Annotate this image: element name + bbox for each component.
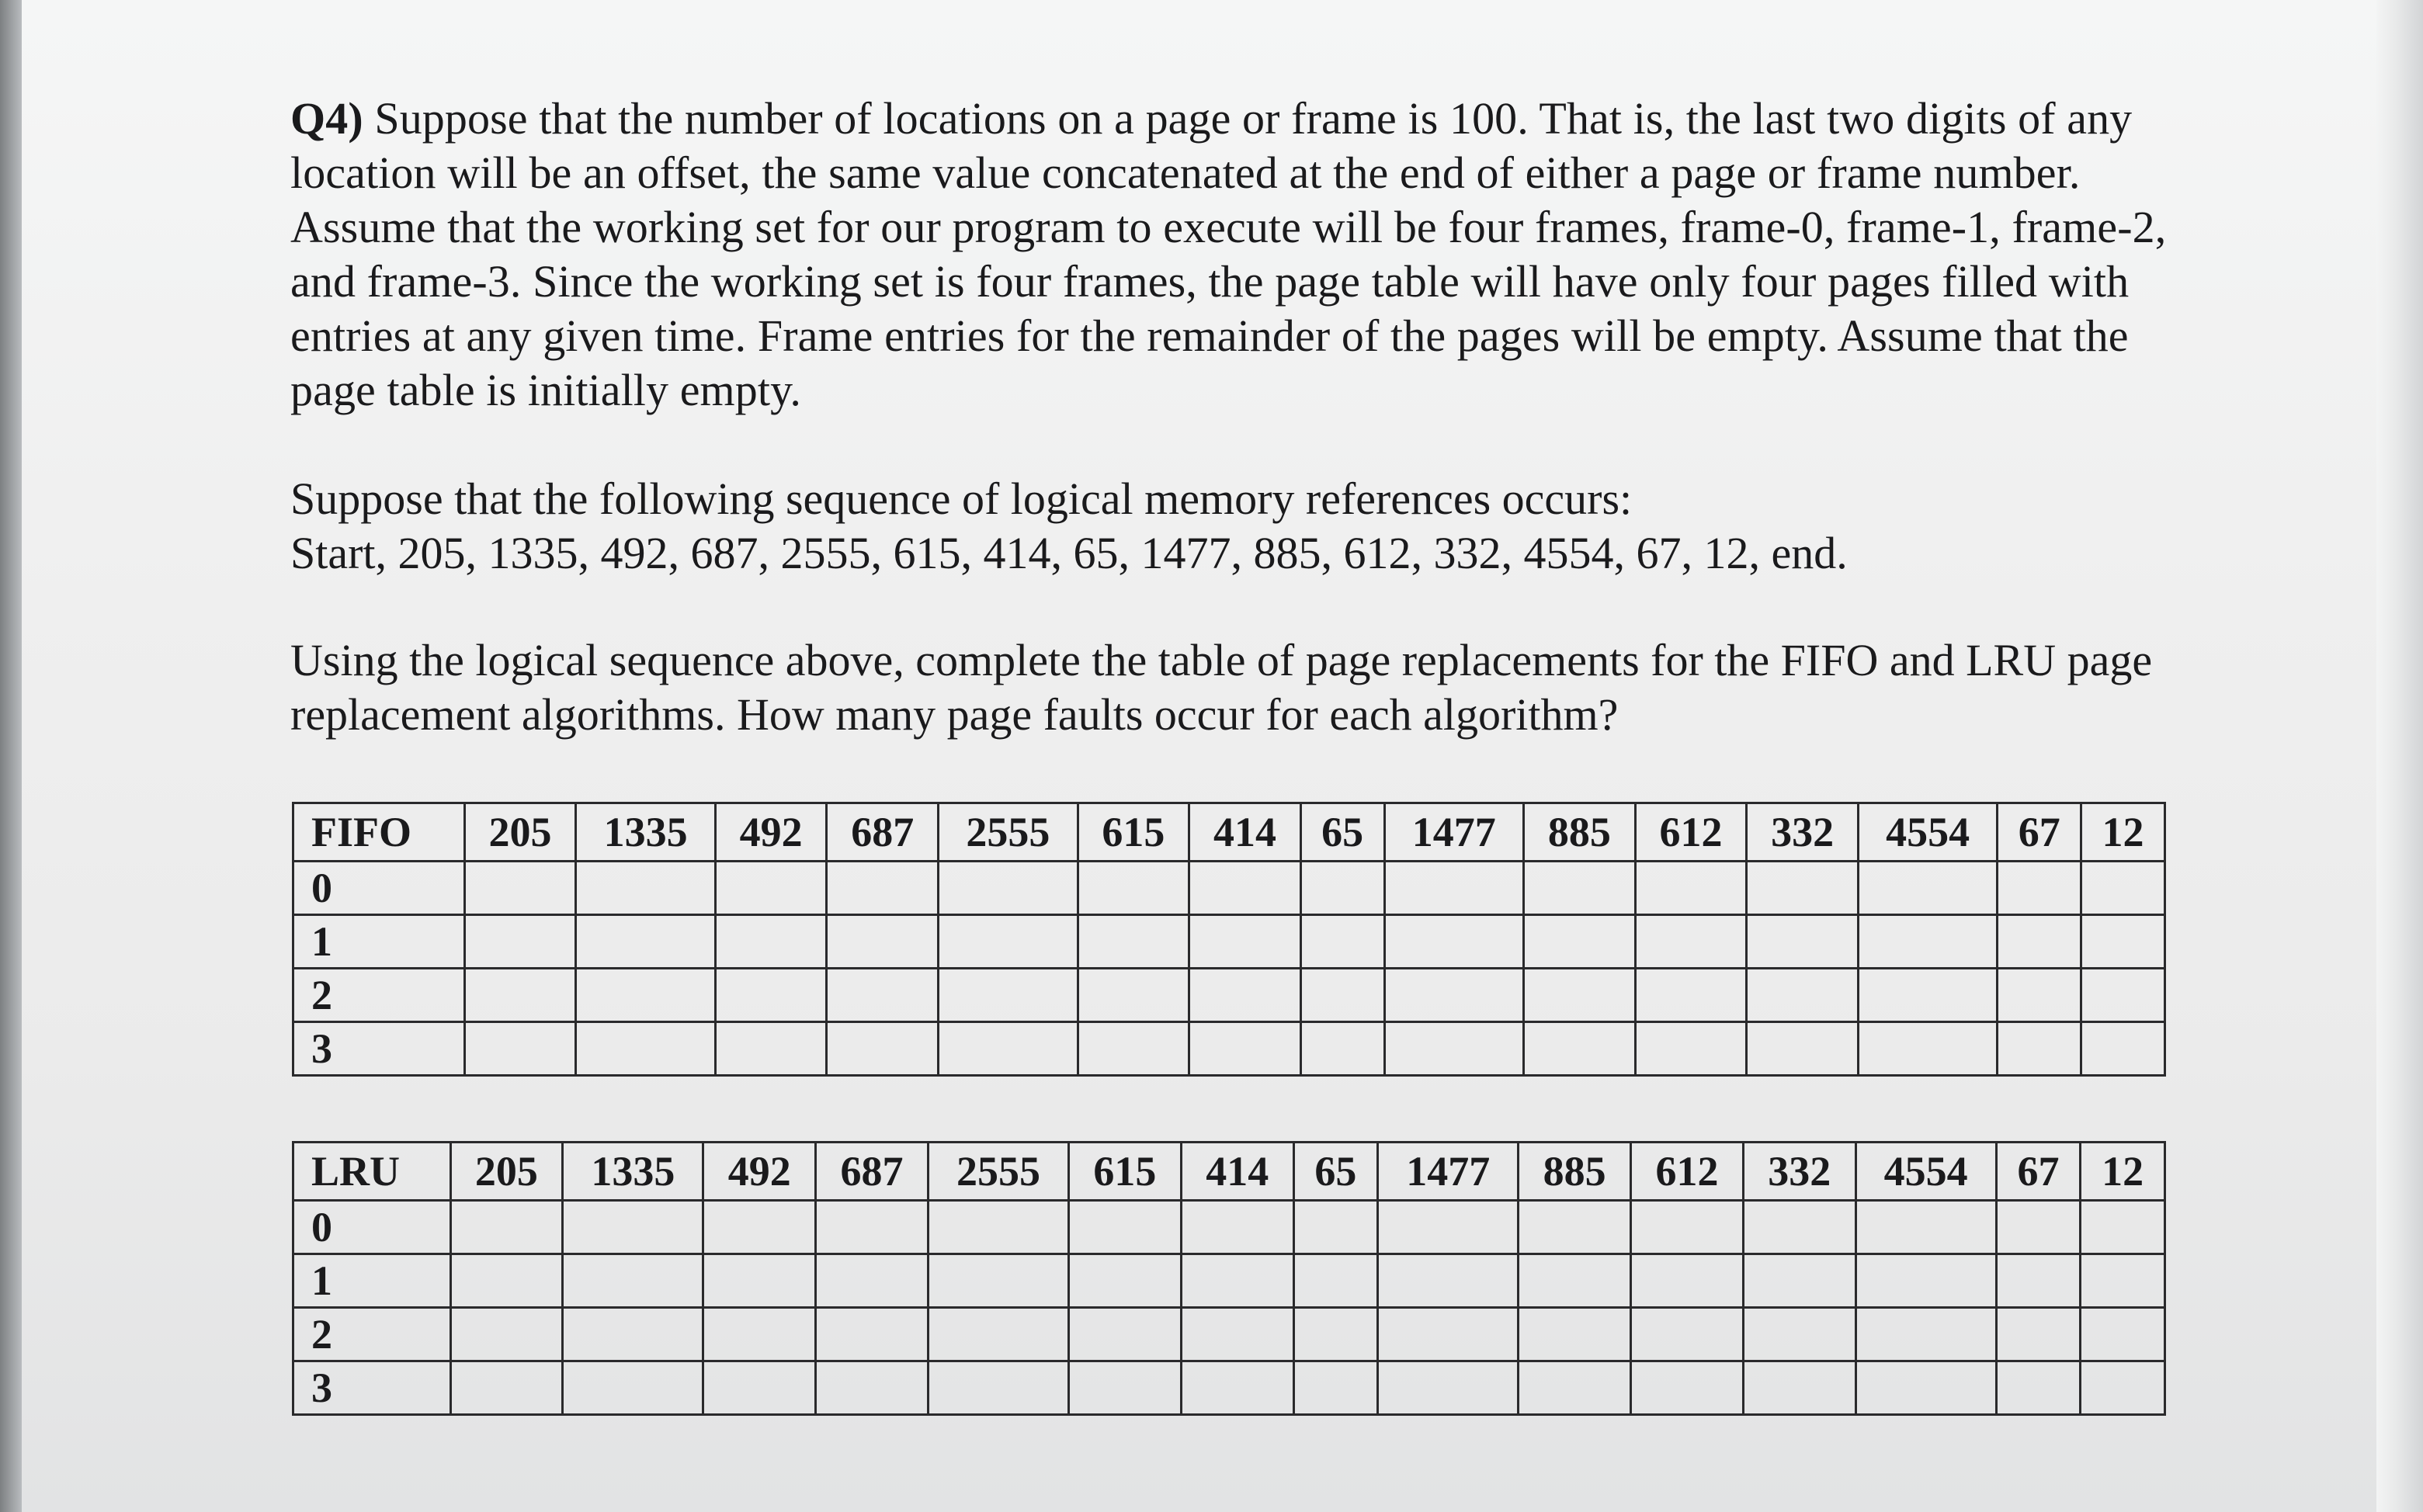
- lru-cell[interactable]: [1631, 1308, 1744, 1361]
- lru-ref-header: 67: [1996, 1143, 2081, 1201]
- lru-frame-label: 3: [293, 1361, 451, 1415]
- lru-cell[interactable]: [1519, 1308, 1631, 1361]
- fifo-frame-row: [293, 1022, 2165, 1076]
- fifo-cell[interactable]: [576, 969, 716, 1022]
- fifo-cell[interactable]: [1078, 969, 1189, 1022]
- fifo-ref-header: 1335: [576, 803, 716, 862]
- fifo-cell[interactable]: [939, 969, 1078, 1022]
- lru-table: [292, 1141, 2166, 1416]
- lru-cell[interactable]: [2081, 1308, 2165, 1361]
- fifo-ref-header: 885: [1524, 803, 1636, 862]
- fifo-cell[interactable]: [1747, 969, 1859, 1022]
- fifo-frame-row: [293, 969, 2165, 1022]
- fifo-cell[interactable]: [464, 915, 576, 969]
- fifo-cell[interactable]: [1300, 969, 1384, 1022]
- fifo-cell[interactable]: [1300, 862, 1384, 915]
- fifo-cell[interactable]: [1384, 969, 1524, 1022]
- fifo-frame-label: 2: [293, 969, 465, 1022]
- fifo-label: FIFO: [293, 803, 465, 862]
- lru-cell[interactable]: [1631, 1201, 1744, 1254]
- fifo-cell[interactable]: [1635, 862, 1747, 915]
- fifo-cell[interactable]: [827, 862, 939, 915]
- fifo-cell[interactable]: [715, 915, 827, 969]
- lru-ref-header: 615: [1068, 1143, 1181, 1201]
- lru-cell[interactable]: [1068, 1361, 1181, 1415]
- lru-cell[interactable]: [1181, 1201, 1293, 1254]
- lru-cell[interactable]: [1068, 1308, 1181, 1361]
- fifo-ref-header: 414: [1189, 803, 1301, 862]
- fifo-cell[interactable]: [1635, 969, 1747, 1022]
- fifo-header-row: [293, 803, 2165, 862]
- lru-ref-header: 2555: [928, 1143, 1068, 1201]
- fifo-cell[interactable]: [1524, 862, 1636, 915]
- question-text: Suppose that the number of locations on a page or frame is 100. That is, the last two digits of any location will be an offset, the same value concatenated at the end of either a page or frame number. Assume that the working set for our program to execute will be four frames, frame-0, frame-1, frame-2, and frame-3. Since the working set is four frames, the page table will have only four pages filled with entries at any given time. Frame entries for the remainder of the pages will be empty. Assume that the page table is initially empty.: [290, 93, 2167, 415]
- fifo-cell[interactable]: [2081, 862, 2165, 915]
- lru-ref-header: 885: [1519, 1143, 1631, 1201]
- lru-cell[interactable]: [563, 1254, 703, 1308]
- lru-cell[interactable]: [703, 1308, 816, 1361]
- fifo-cell[interactable]: [2081, 1022, 2165, 1076]
- fifo-cell[interactable]: [1635, 1022, 1747, 1076]
- lru-cell[interactable]: [703, 1201, 816, 1254]
- sequence-list: Start, 205, 1335, 492, 687, 2555, 615, 414, 65, 1477, 885, 612, 332, 4554, 67, 12, end.: [290, 528, 1848, 578]
- lru-cell[interactable]: [1378, 1308, 1519, 1361]
- lru-frame-row: [293, 1254, 2165, 1308]
- fifo-cell[interactable]: [1998, 1022, 2081, 1076]
- lru-cell[interactable]: [1855, 1308, 1996, 1361]
- lru-label: LRU: [293, 1143, 451, 1201]
- fifo-cell[interactable]: [939, 915, 1078, 969]
- lru-cell[interactable]: [1293, 1361, 1378, 1415]
- fifo-frame-label: 1: [293, 915, 465, 969]
- lru-frame-row: [293, 1361, 2165, 1415]
- lru-ref-header: 332: [1743, 1143, 1855, 1201]
- lru-cell[interactable]: [450, 1201, 563, 1254]
- lru-cell[interactable]: [1743, 1361, 1855, 1415]
- fifo-ref-header: 67: [1998, 803, 2081, 862]
- lru-cell[interactable]: [816, 1308, 929, 1361]
- lru-ref-header: 492: [703, 1143, 816, 1201]
- question-paragraph: [290, 92, 2185, 418]
- fifo-ref-header: 332: [1747, 803, 1859, 862]
- lru-cell[interactable]: [928, 1308, 1068, 1361]
- fifo-table: [292, 802, 2166, 1077]
- fifo-cell[interactable]: [2081, 915, 2165, 969]
- lru-cell[interactable]: [450, 1254, 563, 1308]
- fifo-cell[interactable]: [1189, 915, 1301, 969]
- lru-cell[interactable]: [1519, 1361, 1631, 1415]
- fifo-cell[interactable]: [1524, 1022, 1636, 1076]
- lru-ref-header: 65: [1293, 1143, 1378, 1201]
- fifo-ref-header: 615: [1078, 803, 1189, 862]
- fifo-cell[interactable]: [827, 969, 939, 1022]
- lru-cell[interactable]: [703, 1361, 816, 1415]
- fifo-cell[interactable]: [1998, 915, 2081, 969]
- fifo-cell[interactable]: [827, 1022, 939, 1076]
- fifo-cell[interactable]: [1998, 969, 2081, 1022]
- lru-cell[interactable]: [1743, 1254, 1855, 1308]
- fifo-cell[interactable]: [1189, 862, 1301, 915]
- lru-ref-header: 687: [816, 1143, 929, 1201]
- fifo-ref-header: 492: [715, 803, 827, 862]
- fifo-cell[interactable]: [1189, 969, 1301, 1022]
- fifo-cell[interactable]: [1858, 969, 1998, 1022]
- fifo-cell[interactable]: [1524, 915, 1636, 969]
- lru-frame-label: 2: [293, 1308, 451, 1361]
- fifo-frame-row: [293, 862, 2165, 915]
- lru-ref-header: 1335: [563, 1143, 703, 1201]
- fifo-cell[interactable]: [576, 1022, 716, 1076]
- question-number: Q4): [290, 93, 363, 144]
- lru-cell[interactable]: [1996, 1361, 2081, 1415]
- lru-cell[interactable]: [563, 1201, 703, 1254]
- lru-cell[interactable]: [1378, 1254, 1519, 1308]
- lru-cell[interactable]: [1743, 1201, 1855, 1254]
- lru-cell[interactable]: [1181, 1361, 1293, 1415]
- lru-cell[interactable]: [2081, 1254, 2165, 1308]
- lru-cell[interactable]: [1293, 1308, 1378, 1361]
- fifo-cell[interactable]: [464, 862, 576, 915]
- lru-cell[interactable]: [1855, 1361, 1996, 1415]
- question-content: [290, 92, 2185, 1411]
- fifo-cell[interactable]: [1078, 862, 1189, 915]
- lru-cell[interactable]: [816, 1361, 929, 1415]
- lru-ref-header: 205: [450, 1143, 563, 1201]
- lru-frame-label: 0: [293, 1201, 451, 1254]
- fifo-cell[interactable]: [1747, 862, 1859, 915]
- fifo-ref-header: 612: [1635, 803, 1747, 862]
- lru-cell[interactable]: [928, 1361, 1068, 1415]
- lru-ref-header: 1477: [1378, 1143, 1519, 1201]
- lru-ref-header: 12: [2081, 1143, 2165, 1201]
- fifo-cell[interactable]: [715, 969, 827, 1022]
- fifo-cell[interactable]: [939, 862, 1078, 915]
- fifo-ref-header: 12: [2081, 803, 2165, 862]
- sequence-paragraph: [290, 472, 2185, 581]
- fifo-cell[interactable]: [1524, 969, 1636, 1022]
- fifo-cell[interactable]: [715, 1022, 827, 1076]
- lru-cell[interactable]: [1181, 1254, 1293, 1308]
- fifo-cell[interactable]: [1635, 915, 1747, 969]
- background-edge-left: [0, 0, 22, 1512]
- fifo-cell[interactable]: [1078, 1022, 1189, 1076]
- lru-cell[interactable]: [1996, 1201, 2081, 1254]
- lru-cell[interactable]: [1293, 1201, 1378, 1254]
- fifo-cell[interactable]: [1998, 862, 2081, 915]
- fifo-cell[interactable]: [939, 1022, 1078, 1076]
- fifo-ref-header: 65: [1300, 803, 1384, 862]
- lru-ref-header: 414: [1181, 1143, 1293, 1201]
- lru-cell[interactable]: [450, 1361, 563, 1415]
- fifo-cell[interactable]: [1300, 1022, 1384, 1076]
- lru-frame-row: [293, 1308, 2165, 1361]
- fifo-ref-header: 687: [827, 803, 939, 862]
- lru-cell[interactable]: [1378, 1201, 1519, 1254]
- lru-cell[interactable]: [1068, 1201, 1181, 1254]
- fifo-cell[interactable]: [576, 862, 716, 915]
- fifo-frame-label: 3: [293, 1022, 465, 1076]
- lru-cell[interactable]: [703, 1254, 816, 1308]
- fifo-cell[interactable]: [1858, 862, 1998, 915]
- lru-cell[interactable]: [563, 1361, 703, 1415]
- fifo-frame-row: [293, 915, 2165, 969]
- lru-cell[interactable]: [1631, 1361, 1744, 1415]
- fifo-cell[interactable]: [827, 915, 939, 969]
- lru-frame-label: 1: [293, 1254, 451, 1308]
- background-edge-right: [2376, 0, 2423, 1512]
- fifo-cell[interactable]: [464, 969, 576, 1022]
- fifo-cell[interactable]: [1858, 915, 1998, 969]
- lru-cell[interactable]: [1855, 1201, 1996, 1254]
- fifo-frame-label: 0: [293, 862, 465, 915]
- lru-header-row: [293, 1143, 2165, 1201]
- fifo-cell[interactable]: [1078, 915, 1189, 969]
- lru-cell[interactable]: [1743, 1308, 1855, 1361]
- lru-cell[interactable]: [1181, 1308, 1293, 1361]
- lru-ref-header: 612: [1631, 1143, 1744, 1201]
- fifo-cell[interactable]: [1189, 1022, 1301, 1076]
- lru-cell[interactable]: [928, 1254, 1068, 1308]
- lru-frame-row: [293, 1201, 2165, 1254]
- fifo-ref-header: 4554: [1858, 803, 1998, 862]
- lru-cell[interactable]: [1855, 1254, 1996, 1308]
- fifo-cell[interactable]: [715, 862, 827, 915]
- fifo-ref-header: 2555: [939, 803, 1078, 862]
- fifo-ref-header: 205: [464, 803, 576, 862]
- fifo-cell[interactable]: [1384, 1022, 1524, 1076]
- lru-cell[interactable]: [2081, 1361, 2165, 1415]
- lru-cell[interactable]: [1519, 1201, 1631, 1254]
- lru-cell[interactable]: [816, 1201, 929, 1254]
- lru-cell[interactable]: [816, 1254, 929, 1308]
- fifo-cell[interactable]: [464, 1022, 576, 1076]
- fifo-cell[interactable]: [1384, 862, 1524, 915]
- fifo-cell[interactable]: [1300, 915, 1384, 969]
- sequence-intro: Suppose that the following sequence of logical memory references occurs:: [290, 473, 1633, 524]
- lru-cell[interactable]: [1996, 1254, 2081, 1308]
- fifo-cell[interactable]: [1384, 915, 1524, 969]
- fifo-ref-header: 1477: [1384, 803, 1524, 862]
- fifo-cell[interactable]: [1747, 915, 1859, 969]
- lru-cell[interactable]: [1631, 1254, 1744, 1308]
- lru-cell[interactable]: [1068, 1254, 1181, 1308]
- fifo-cell[interactable]: [1747, 1022, 1859, 1076]
- fifo-cell[interactable]: [2081, 969, 2165, 1022]
- fifo-cell[interactable]: [1858, 1022, 1998, 1076]
- lru-cell[interactable]: [2081, 1201, 2165, 1254]
- lru-cell[interactable]: [928, 1201, 1068, 1254]
- lru-ref-header: 4554: [1855, 1143, 1996, 1201]
- lru-cell[interactable]: [1996, 1308, 2081, 1361]
- lru-cell[interactable]: [1378, 1361, 1519, 1415]
- lru-cell[interactable]: [563, 1308, 703, 1361]
- instruction-paragraph: Using the logical sequence above, complete the table of page replacements for the FIFO and LRU page replacement algorithms. How many page faults occur for each algorithm?: [290, 635, 2153, 740]
- lru-cell[interactable]: [1519, 1254, 1631, 1308]
- fifo-cell[interactable]: [576, 915, 716, 969]
- lru-cell[interactable]: [450, 1308, 563, 1361]
- lru-cell[interactable]: [1293, 1254, 1378, 1308]
